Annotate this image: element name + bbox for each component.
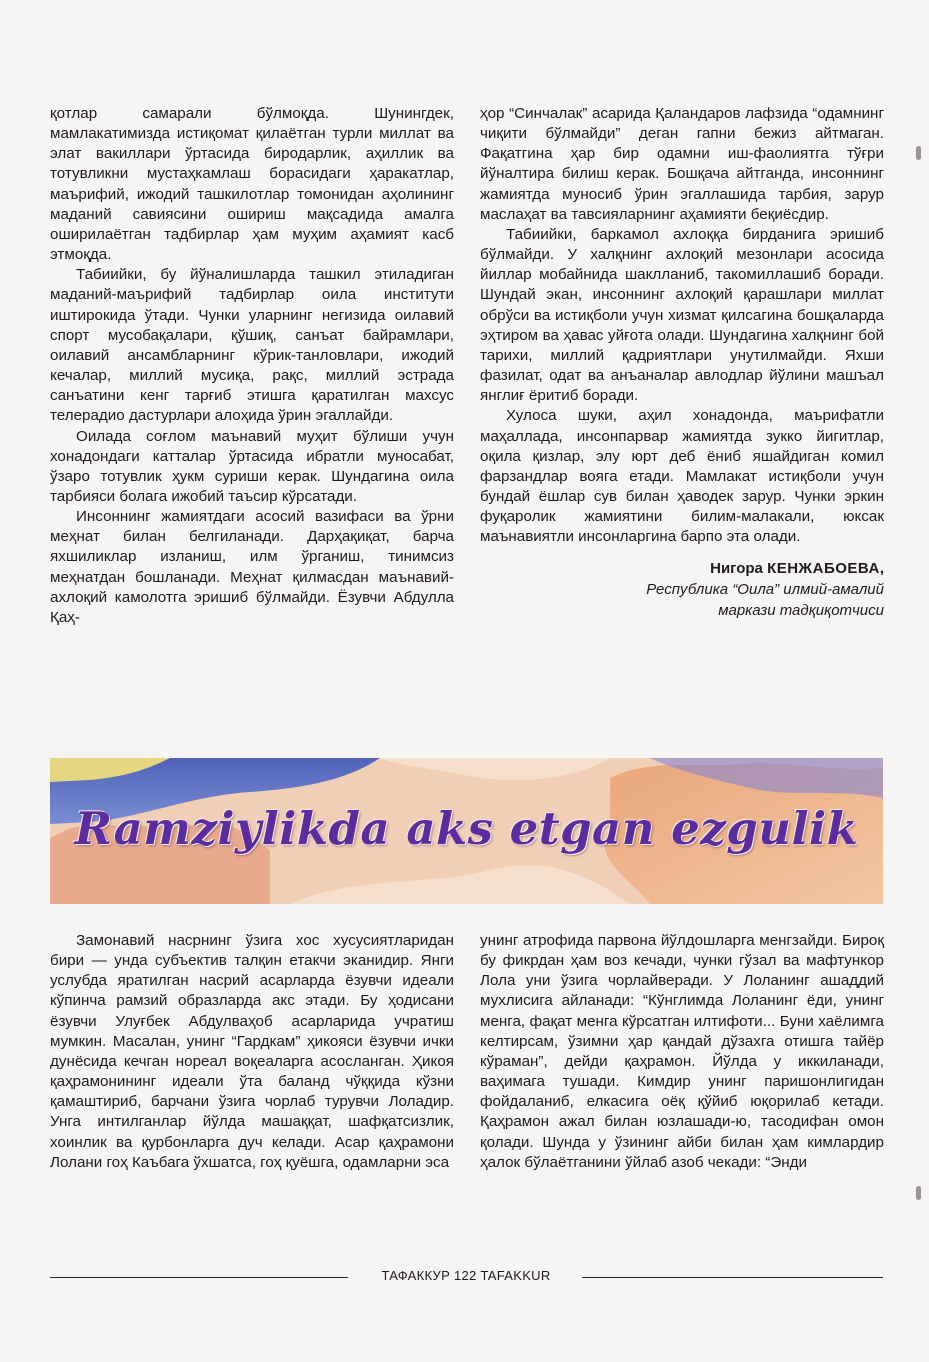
article-paragraph: Оилада соғлом маънавий муҳит бўлиши учун хонадондаги катталар ўртасида ибратли муносабат, ўзаро тотувлик ҳукм суриши керак. Шундагина оила тарбияси болага ижобий таъсир кўрсатади. (50, 427, 454, 505)
article-paragraph: унинг атрофида парвона йўлдошларга менгзайди. Бироқ бу фикрдан ҳам воз кечади, чунки гўзал ва мафтункор Лола уни ўзига чорлайверади. У Лоланинг ашаддий мухлисига айланади: “Кўнглимда Лоланинг ёди, унинг менга, фақат менга кўрсатган илтифоти... Буни хаёлимга келтирсам, ўзимни ҳар қандай дўзахга отишга тайёр кўраман”, дейди қаҳрамон. Йўлда у иккиланади, ваҳимага тушади. Кимдир унинг паришонлигидан фойдаланиб, елкасига оёқ қўйиб юқорилаб кетади. Қаҳрамон ажал билан юзлашади-ю, тасодифан омон қолади. Шунда у ўзининг айби билан ҳам кимлардир ҳалок бўлаётганини ўйлаб азоб чекади: “Энди (480, 932, 884, 1171)
banner-title: Ramziylikda aks etgan ezgulik (74, 802, 859, 855)
author-comma: , (879, 560, 884, 578)
article-column-top-right (480, 104, 884, 621)
author-byline (480, 559, 884, 579)
article-paragraph: қотлар самарали бўлмоқда. Шунингдек, мамлакатимизда истиқомат қилаётган турли миллат ва элат вакиллари ўртасида биродарлик, аҳиллик ва тотувликни мустаҳкамлаш борасидаги ҳаракатлар, маърифий, ижодий ташкилотлар томонидан аҳолининг маданий савиясини ошириш мақсадида амалга оширилаётган тадбирлар ҳам муҳим аҳамият касб этмоқда. (50, 105, 454, 264)
article-paragraph: Табиийки, бу йўналишларда ташкил этиладиган маданий-маърифий тадбирлар оила институти иштирокида ўтади. Чунки уларнинг негизида оилавий спорт мусобақалари, қўшиқ, санъат байрамлари, оилавий ансамбларнинг кўрик-танловлари, ижодий кечалар, миллий мусиқа, рақс, миллий эстрада санъатини кенг тарғиб этишга қаратилган махсус телерадио дастурлари алоҳида ўрин эгаллайди. (50, 266, 454, 425)
footer-rule-right (582, 1277, 883, 1278)
binding-mark-top (916, 146, 921, 160)
article-paragraph: Хулоса шуки, аҳил хонадонда, маърифатли маҳаллада, инсонпарвар жамиятда зукко йигитлар, оқила қизлар, элу юрт деб ёниб яшайдиган комил фарзандлар вояга етади. Мамлакат истиқболи учун бундай ёшлар сув билан ҳаводек зарур. Чунки эркин фуқаролик жамиятини билим-малакали, юксак маънавиятли инсонларгина барпо эта олади. (480, 407, 884, 546)
author-surname: КЕНЖАБОЕВА (767, 560, 880, 578)
article-column-top-left (50, 104, 454, 628)
author-first-name: Нигора (710, 560, 763, 578)
author-affiliation-line-1: Республика “Оила” илмий-амалий (646, 581, 884, 599)
article-paragraph: Инсоннинг жамиятдаги асосий вазифаси ва ўрни меҳнат билан белгиланади. Дарҳақиқат, барча яхшиликлар изланиш, илм ўрганиш, тинимсиз меҳнатдан бошланади. Меҳнат қилмасдан маънавий-ахлоқий камолотга эришиб бўлмайди. Ёзувчи Абдулла Қаҳ- (50, 508, 454, 626)
binding-mark-bottom (916, 1186, 921, 1200)
article-paragraph: Табиийки, баркамол ахлоққа бирданига эришиб бўлмайди. У халқнинг ахлоқий мезонлари асосида йиллар мобайнида шаклланиб, такомиллашиб боради. Шундай экан, инсоннинг ахлоқий қарашлари миллат обрўси ва истиқболи учун хизмат қилсагина бошқаларда эҳтиром ва ҳавас уйғота олади. Шундагина халқнинг бой тарихи, миллий қадриятлари унутилмайди. Яхши фазилат, одат ва анъаналар авлодлар йўлини машъал янглиғ ёритиб боради. (480, 225, 884, 405)
author-affiliation-line-2: маркази тадқиқотчиси (718, 602, 884, 620)
page-footer (50, 1268, 883, 1286)
article-paragraph: Замонавий насрнинг ўзига хос хусусиятларидан бири — унда субъектив талқин етакчи эканидир. Янги услубда яратилган насрий асарларда ёзувчи идеали кўпинча рамзий образларда акс этади. Бу ҳодисани ёзувчи Улуғбек Абдулваҳоб асарларида учратиш мумкин. Масалан, унинг “Гардкам” ҳикояси ёзувчи ички дунёсида кечган нореал воқеаларга асосланган. Ҳикоя қаҳрамонининг идеали ўта баланд чўққида кўзни қамаштириб, барчани ўзига чорлаб турувчи Лоладир. Унга интилганлар йўлда машаққат, шафқатсизлик, хоинлик ва қурбонларга дуч келади. Асар қаҳрамони Лолани гоҳ Каъбага ўхшатса, гоҳ қуёшга, одамларни эса (50, 932, 454, 1171)
article-paragraph: ҳор “Синчалак” асарида Қаландаров лафзида “одамнинг чиқити бўлмайди” деган гапни бежиз айтмаган. Фақатгина ҳар бир одамни иш-фаолиятга тўғри йўналтира билиш керак. Бошқача айтганда, инсоннинг жамиятда муносиб ўрин эгаллашида тарбия, зарур маслаҳат ва тавсияларнинг аҳамияти беқиёсдир. (480, 105, 884, 223)
footer-rule-left (50, 1277, 348, 1278)
footer-page-label: ТАФАККУР 122 TAFAKKUR (381, 1268, 551, 1283)
article-title-banner (50, 758, 883, 904)
article-column-bottom-left (50, 931, 454, 1173)
article-column-bottom-right (480, 931, 884, 1173)
column-paragraphs (480, 104, 884, 547)
